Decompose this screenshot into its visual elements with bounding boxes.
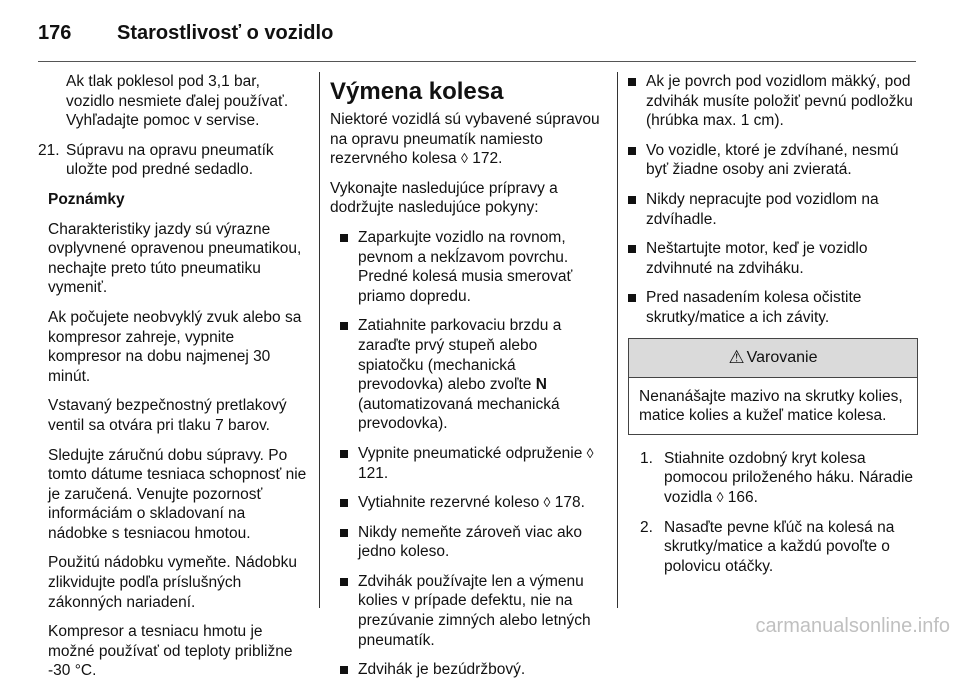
header-divider	[38, 61, 916, 62]
column-divider-2	[617, 72, 618, 608]
list-item: Nikdy nepracujte pod vozidlom na zdvíhadle.	[628, 190, 918, 229]
step-number: 2.	[640, 518, 653, 536]
page-ref-link[interactable]: 178.	[554, 494, 585, 512]
step-number: 21.	[38, 141, 60, 159]
step-1: 1. Stiahnite ozdobný kryt kolesa pomocou priloženého háku. Náradie vozidla ◊ 166.	[640, 449, 914, 506]
column-2	[330, 72, 605, 690]
step-2: 2. Nasaďte pevne kľúč na kolesá na skrutky/matice a každú povoľte o polovicu otáčky.	[640, 518, 895, 575]
gear-n-label: N	[535, 376, 547, 394]
step-continuation: Ak tlak poklesol pod 3,1 bar, vozidlo nesmiete ďalej používať. Vyhľadajte pomoc v servise.	[66, 73, 289, 130]
list-item: Zatiahnite parkovaciu brzdu a zaraďte prvý stupeň alebo spiatočku (mechanická prevodovka) alebo zvoľte N (automatizovaná mechanická prevodovka).	[340, 316, 605, 434]
step-text: Súpravu na opravu pneumatík uložte pod predné sedadlo.	[66, 141, 274, 179]
warning-triangle-icon: ⚠	[728, 346, 745, 367]
page-ref-icon: ◊	[586, 444, 594, 461]
list-item: Zdvihák je bezúdržbový.	[340, 660, 605, 680]
page-number: 176	[38, 22, 72, 44]
warning-header	[629, 339, 917, 378]
warning-text: Nenanášajte mazivo na skrutky kolies, matice kolies a kužeľ matice kolesa.	[639, 387, 903, 425]
section-title: Výmena kolesa	[330, 78, 504, 105]
page-ref-link[interactable]: 166.	[727, 488, 758, 506]
warning-box	[628, 338, 918, 435]
watermark: carmanualsonline.info	[755, 615, 950, 637]
warning-title: Varovanie	[746, 348, 818, 366]
column-3	[628, 72, 918, 586]
list-item: Vo vozidle, ktoré je zdvíhané, nesmú byť žiadne osoby ani zvieratá.	[628, 141, 918, 180]
safety-list	[628, 72, 918, 328]
note-paragraph: Ak počujete neobvyklý zvuk alebo sa kompresor zahreje, vypnite kompresor na dobu najmenej 30 minút.	[48, 308, 302, 385]
prep-paragraph: Vykonajte nasledujúce prípravy a dodržujte nasledujúce pokyny:	[330, 179, 558, 217]
note-paragraph: Použitú nádobku vymeňte. Nádobku zlikvidujte podľa príslušných zákonných nariadení.	[48, 554, 298, 611]
note-title: Poznámky	[48, 190, 125, 208]
list-item: Vypnite pneumatické odpruženie ◊ 121.	[340, 444, 605, 483]
prep-list	[330, 228, 605, 680]
page-title: Starostlivosť o vozidlo	[117, 22, 334, 44]
note-paragraph: Charakteristiky jazdy sú výrazne ovplyvnené opravenou pneumatikou, nechajte preto túto pneumatiku vymeniť.	[48, 220, 302, 297]
step-number: 1.	[640, 449, 653, 467]
list-item: Ak je povrch pod vozidlom mäkký, pod zdvihák musíte položiť pevnú podložku (hrúbka max. 1 cm).	[628, 72, 918, 131]
page-ref-icon: ◊	[543, 494, 551, 511]
list-item: Zaparkujte vozidlo na rovnom, pevnom a nekĺzavom povrchu. Predné kolesá musia smerovať priamo dopredu.	[340, 228, 605, 306]
list-item: Nikdy nemeňte zároveň viac ako jedno koleso.	[340, 523, 605, 562]
column-divider-1	[319, 72, 320, 608]
list-item: Zdvihák používajte len a výmenu kolies v prípade defektu, nie na prezúvanie zimných alebo letných pneumatík.	[340, 572, 605, 650]
list-item: Pred nasadením kolesa očistite skrutky/matice a ich závity.	[628, 288, 918, 327]
list-item: Vytiahnite rezervné koleso ◊ 178.	[340, 493, 605, 513]
page-ref-link[interactable]: 172.	[472, 150, 503, 168]
page-ref-link[interactable]: 121.	[358, 464, 389, 482]
page-ref-icon: ◊	[716, 488, 724, 505]
step-21	[38, 141, 308, 180]
note-paragraph: Kompresor a tesniacu hmotu je možné používať od teploty približne -30 °C.	[48, 623, 293, 680]
note-paragraph: Sledujte záručnú dobu súpravy. Po tomto dátume tesniaca schopnosť nie je zaručená. Venujte pozornosť informáciám o skladovaní na nádobke s tesniacou hmotou.	[48, 446, 307, 542]
page-header	[0, 0, 960, 60]
note-block	[38, 190, 308, 681]
column-1	[38, 72, 308, 691]
page-ref-icon: ◊	[460, 150, 468, 167]
note-paragraph: Vstavaný bezpečnostný pretlakový ventil sa otvára pri tlaku 7 barov.	[48, 397, 287, 434]
intro-paragraph: Niektoré vozidlá sú vybavené súpravou na opravu pneumatík namiesto rezervného kolesa ◊ 172.	[330, 111, 600, 168]
list-item: Neštartujte motor, keď je vozidlo zdvihnuté na zdviháku.	[628, 239, 918, 278]
